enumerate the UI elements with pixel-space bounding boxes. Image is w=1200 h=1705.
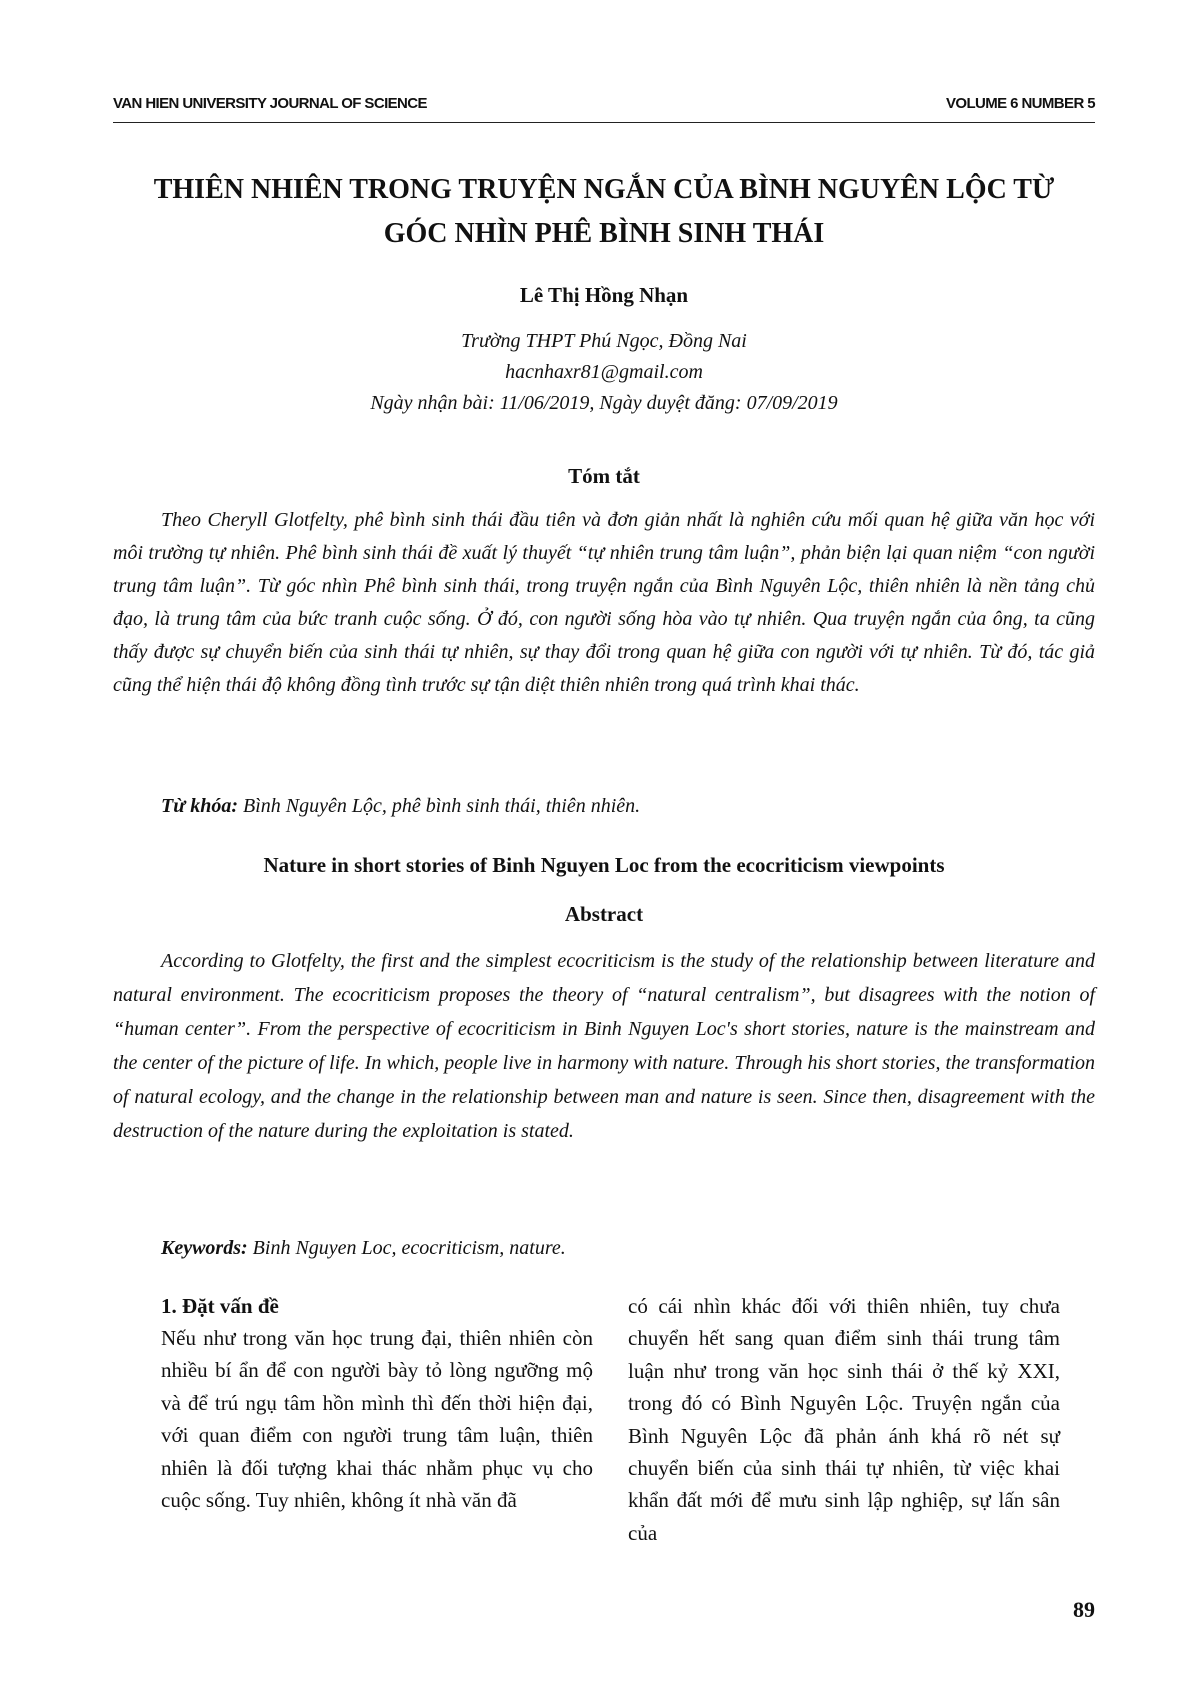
submission-dates: Ngày nhận bài: 11/06/2019, Ngày duyệt đăng: 07/09/2019 bbox=[370, 392, 838, 414]
body-column-right bbox=[628, 1290, 1060, 1549]
journal-name: VAN HIEN UNIVERSITY JOURNAL OF SCIENCE bbox=[113, 95, 427, 112]
page-number: 89 bbox=[1073, 1597, 1095, 1622]
title-line-1: THIÊN NHIÊN TRONG TRUYỆN NGẮN CỦA BÌNH NGUYÊN LỘC TỪ bbox=[153, 174, 1055, 205]
paper-title bbox=[113, 168, 1095, 256]
en-keywords bbox=[113, 1234, 1095, 1262]
section-title: 1. Đặt vấn đề bbox=[161, 1294, 279, 1318]
vi-abstract-heading: Tóm tắt bbox=[568, 464, 640, 488]
vi-abstract-text: Theo Cheryll Glotfelty, phê bình sinh thái đầu tiên và đơn giản nhất là nghiên cứu mối quan hệ giữa văn học với môi trường tự nhiên. Phê bình sinh thái đề xuất lý thuyết “tự nhiên trung tâm luận”, phản biện lại quan niệm “con người trung tâm luận”. Từ góc nhìn Phê bình sinh thái, trong truyện ngắn của Bình Nguyên Lộc, thiên nhiên là nền tảng chủ đạo, là trung tâm của bức tranh cuộc sống. Ở đó, con người sống hòa vào tự nhiên. Qua truyện ngắn của ông, ta cũng thấy được sự chuyển biến của sinh thái tự nhiên, sự thay đổi trong quan hệ giữa con người với tự nhiên. Từ đó, tác giả cũng thể hiện thái độ không đồng tình trước sự tận diệt thiên nhiên trong quá trình khai thác. bbox=[113, 509, 1095, 696]
en-abstract-text: According to Glotfelty, the first and the simplest ecocriticism is the study of the relationship between literature and natural environment. The ecocriticism proposes the theory of “natural centralism”, but disagrees with the notion of “human center”. From the perspective of ecocriticism in Binh Nguyen Loc's short stories, nature is the mainstream and the center of the picture of life. In which, people live in harmony with nature. Through his short stories, the transformation of natural ecology, and the change in the relationship between man and nature is seen. Since then, disagreement with the destruction of the nature during the exploitation is stated. bbox=[113, 950, 1095, 1142]
body-text-right: có cái nhìn khác đối với thiên nhiên, tuy chưa chuyển hết sang quan điểm sinh thái trung tâm luận như trong văn học sinh thái ở thế kỷ XXI, trong đó có Bình Nguyên Lộc. Truyện ngắn của Bình Nguyên Lộc đã phản ánh khá rõ nét sự chuyển biến của sinh thái tự nhiên, từ việc khai khẩn đất mới để mưu sinh lập nghiệp, sự lấn sân của bbox=[628, 1294, 1060, 1545]
title-line-2: GÓC NHÌN PHÊ BÌNH SINH THÁI bbox=[383, 218, 825, 249]
vi-keywords-label: Từ khóa: bbox=[161, 795, 238, 817]
en-keywords-label: Keywords: bbox=[161, 1237, 248, 1259]
vi-keywords bbox=[113, 792, 1095, 820]
author-affiliation: Trường THPT Phú Ngọc, Đồng Nai bbox=[461, 330, 747, 352]
volume-number: VOLUME 6 NUMBER 5 bbox=[946, 95, 1095, 112]
author-email: hacnhaxr81@gmail.com bbox=[505, 361, 703, 383]
body-text-left: Nếu như trong văn học trung đại, thiên nhiên còn nhiều bí ẩn để con người bày tỏ lòng ngưỡng mộ và để trú ngụ tâm hồn mình thì đến thời hiện đại, với quan điểm con người trung tâm luận, thiên nhiên là đối tượng khai thác nhằm phục vụ cho cuộc sống. Tuy nhiên, không ít nhà văn đã bbox=[161, 1326, 593, 1513]
en-keywords-list: Binh Nguyen Loc, ecocriticism, nature. bbox=[252, 1237, 566, 1259]
body-column-left bbox=[161, 1290, 593, 1516]
en-abstract-heading: Abstract bbox=[564, 902, 644, 926]
english-title: Nature in short stories of Binh Nguyen Loc from the ecocriticism viewpoints bbox=[263, 853, 945, 877]
vi-keywords-list: Bình Nguyên Lộc, phê bình sinh thái, thiên nhiên. bbox=[242, 795, 641, 817]
running-header bbox=[113, 96, 1095, 111]
header-divider bbox=[113, 122, 1095, 123]
author-name: Lê Thị Hồng Nhạn bbox=[519, 283, 689, 307]
